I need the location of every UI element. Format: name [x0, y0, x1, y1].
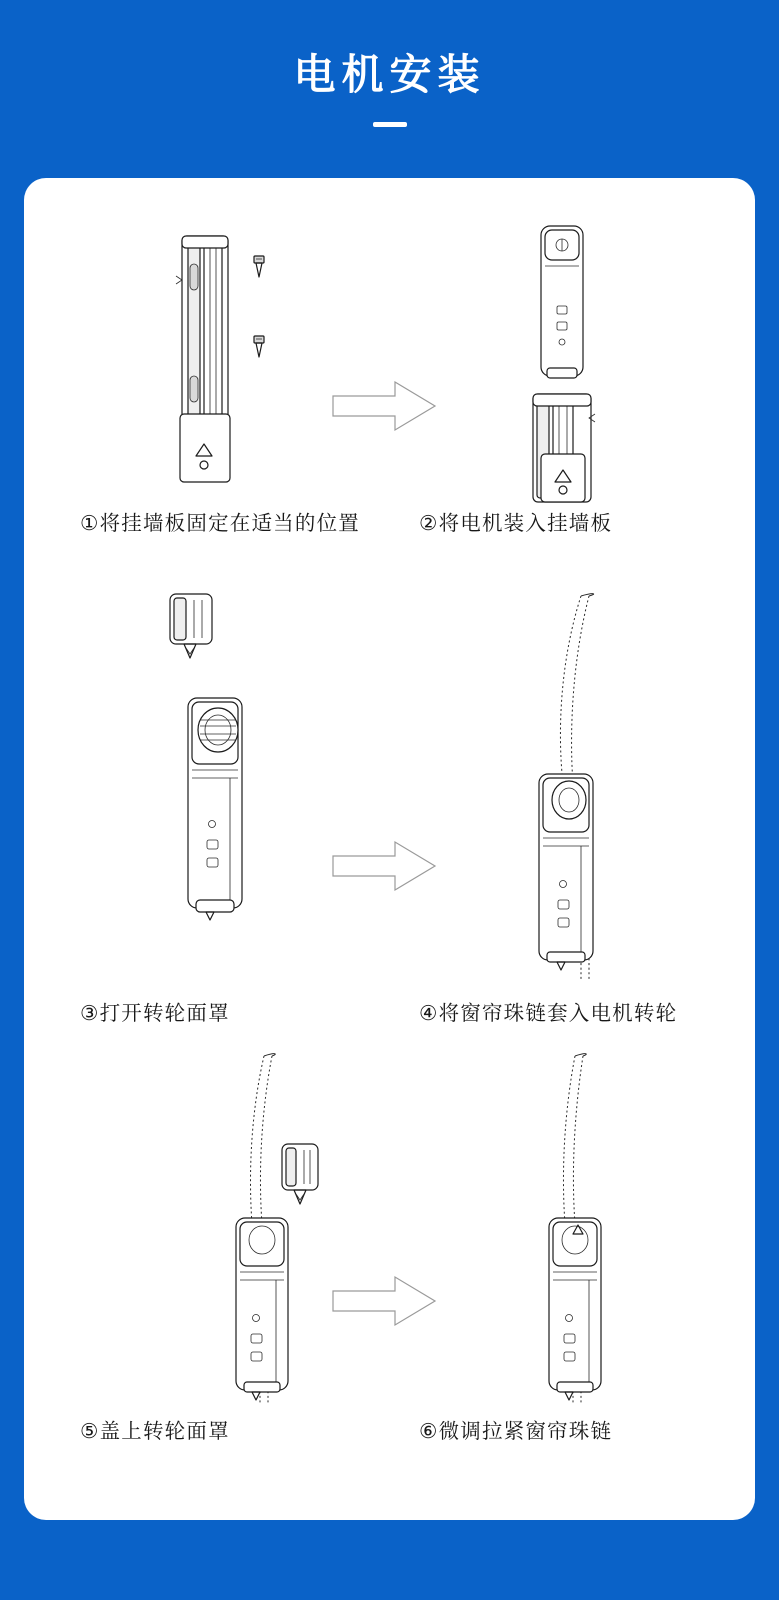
title-underline — [373, 122, 407, 127]
step-5 — [80, 1048, 420, 1447]
step-3 — [80, 588, 420, 1029]
page-title: 电机安装 — [293, 51, 486, 98]
step-row-1 — [24, 218, 755, 618]
step-6 — [419, 1048, 759, 1447]
step-5-caption: ⑤盖上转轮面罩 — [80, 1419, 230, 1443]
page-header — [0, 0, 779, 127]
step-row-2 — [24, 588, 755, 1058]
step-1-illustration — [80, 218, 420, 508]
step-2-caption: ②将电机装入挂墙板 — [419, 511, 613, 535]
step-4-caption: ④将窗帘珠链套入电机转轮 — [419, 1001, 678, 1025]
step-4 — [419, 588, 759, 1029]
step-3-caption: ③打开转轮面罩 — [80, 1001, 230, 1025]
instruction-card — [24, 178, 755, 1520]
step-1-caption: ①将挂墙板固定在适当的位置 — [80, 511, 360, 535]
step-2-illustration — [419, 218, 759, 508]
step-6-illustration — [419, 1048, 759, 1416]
step-3-illustration — [80, 588, 420, 998]
step-4-illustration — [419, 588, 759, 998]
step-6-caption: ⑥微调拉紧窗帘珠链 — [419, 1419, 613, 1443]
step-row-3 — [24, 1048, 755, 1478]
step-5-illustration — [80, 1048, 420, 1416]
steps-container — [24, 178, 755, 1520]
step-2 — [419, 218, 759, 539]
